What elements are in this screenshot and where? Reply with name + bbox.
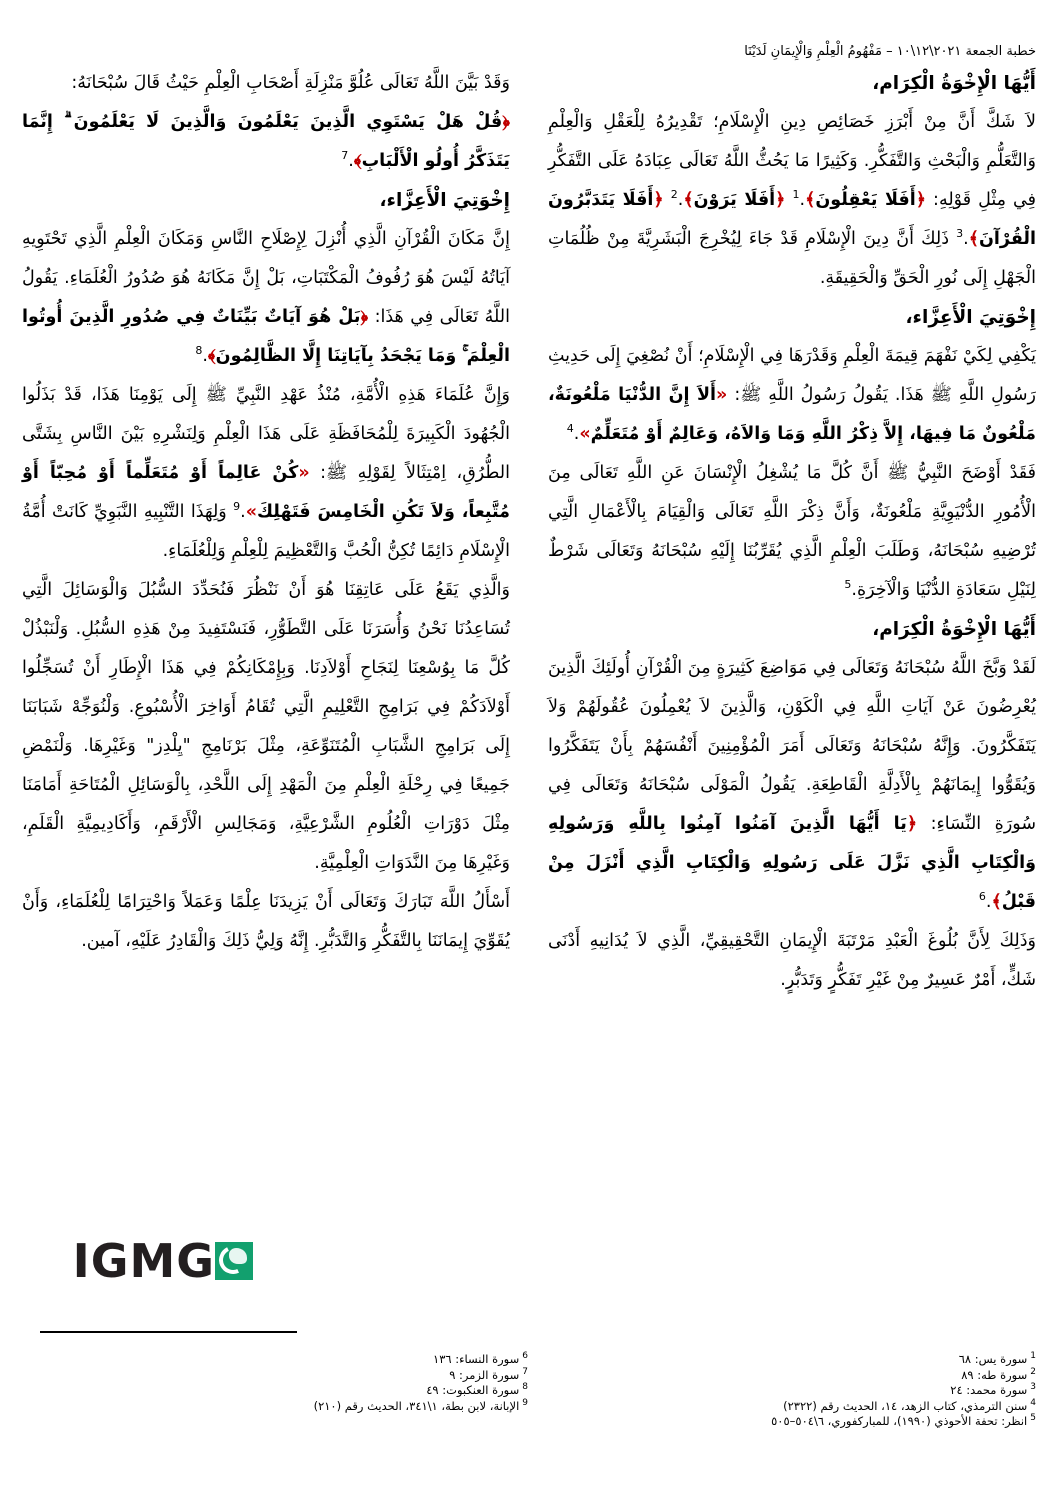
paragraph: وَإِنَّ عُلَمَاءَ هَذِهِ الْأُمَّةِ، مُنْذُ عَهْدِ النَّبِيِّ ﷺ إِلَى يَوْمِنَا هَذَا، قَدْ بَذَلُوا الْجُهُودَ الْكَبِيرَةَ لِلْمُحَافَظَةِ عَلَى هَذَا الْعِلْمِ وَلِنَشْرِهِ بَيْنَ النَّاسِ بِشَتَّى الطُّرُقِ، اِمْتِثَالاً لِقَوْلِهِ ﷺ: «كُنْ عَالِماً أَوْ مُتَعَلِّماً أَوْ مُحِبّاً أَوْ مُتَّبِعاً، وَلاَ تَكُنِ الْخَامِسَ فَتَهْلِكَ».$^9$ وَلِهَذَا التَّنْبِيهِ النَّبَوِيِّ كَانَتْ أُمَّةُ الْإِسْلَامِ دَائِمًا تُكِنُّ الْحُبَّ وَالتَّعْظِيمَ لِلْعِلْمِ وَلِلْعُلَمَاءِ. bbox=[22, 385, 510, 561]
quran-verse: قُلْ هَلْ يَسْتَوِي الَّذِينَ يَعْلَمُونَ وَالَّذِينَ لَا يَعْلَمُونَ ۗ إِنَّمَا يَتَذَكَّرُ أُولُو الْأَلْبَابِ bbox=[22, 112, 510, 171]
footnote-ref[interactable]: 8 bbox=[195, 344, 203, 358]
paragraph: ﴿قُلْ هَلْ يَسْتَوِي الَّذِينَ يَعْلَمُونَ وَالَّذِينَ لَا يَعْلَمُونَ ۗ إِنَّمَا يَتَذَكَّرُ أُولُو الْأَلْبَابِ﴾.$^7$ bbox=[22, 112, 510, 171]
right-column bbox=[548, 64, 1036, 1000]
logo-text: IGMG bbox=[72, 1234, 215, 1288]
quran-open-bracket: ﴿ bbox=[502, 112, 510, 132]
footnote-separator bbox=[40, 1331, 297, 1333]
footnote bbox=[88, 1383, 528, 1399]
paragraph-text: لَقَدْ وَبَّخَ اللَّهُ سُبْحَانَهُ وَتَعَالَى فِي مَوَاضِعَ كَثِيرَةٍ مِنَ الْقُرْآنِ أُولَئِكَ الَّذِينَ يُعْرِضُونَ عَنْ آيَاتِ اللَّهِ فِي الْكَوْنِ، وَالَّذِينَ لاَ يُعْمِلُونَ عُقُولَهُمْ وَلاَ يَتَفَكَّرُونَ. وَإِنَّهُ سُبْحَانَهُ وَتَعَالَى أَمَرَ الْمُؤْمِنِينَ أَنْفُسَهُمْ بِأَنْ يَتَفَكَّرُوا وَيُقَوُّوا إِيمَانَهُمْ بِالْأَدِلَّةِ الْقَاطِعَةِ. يَقُولُ الْمَوْلَى سُبْحَانَهُ وَتَعَالَى فِي سُورَةِ النِّسَاءِ: bbox=[548, 658, 1036, 834]
paragraph-text: وَإِنَّ عُلَمَاءَ هَذِهِ الْأُمَّةِ، مُنْذُ عَهْدِ النَّبِيِّ ﷺ إِلَى يَوْمِنَا هَذَا، قَدْ بَذَلُوا الْجُهُودَ الْكَبِيرَةَ لِلْمُحَافَظَةِ عَلَى هَذَا الْعِلْمِ وَلِنَشْرِهِ بَيْنَ النَّاسِ بِشَتَّى الطُّرُقِ، اِمْتِثَالاً لِقَوْلِهِ ﷺ: bbox=[22, 385, 510, 483]
heading-brothers: أَيُّهَا الْإِخْوَةُ الْكِرَام، bbox=[872, 73, 1036, 94]
paragraph-text: وَلِهَذَا التَّنْبِيهِ النَّبَوِيِّ كَانَتْ أُمَّةُ الْإِسْلَامِ دَائِمًا تُكِنُّ الْحُبَّ وَالتَّعْظِيمَ لِلْعِلْمِ وَلِلْعُلَمَاءِ. bbox=[22, 502, 510, 561]
quran-close-bracket: ﴾ bbox=[805, 190, 816, 210]
paragraph-text: فَقَدْ أَوْضَحَ النَّبِيُّ ﷺ أَنَّ كُلَّ مَا يُشْغِلُ الْإِنْسَانَ عَنِ اللَّهِ تَعَالَى مِنَ الْأُمُورِ الدُّنْيَوِيَّةِ مَلْعُونَةٌ، وَأَنَّ ذِكْرَ اللَّهِ تَعَالَى وَالْقِيَامَ بِالْأَعْمَالِ الَّتِي تُرْضِيهِ سُبْحَانَهُ، وَطَلَبَ الْعِلْمِ الَّذِي يُقَرِّبُنَا إِلَيْهِ سُبْحَانَهُ وَتَعَالَى شَرْطٌ لِنَيْلِ سَعَادَةِ الدُّنْيَا وَالْآخِرَةِ. bbox=[548, 463, 1036, 600]
quran-close-bracket: ﴾ bbox=[353, 151, 362, 171]
footnotes-right bbox=[596, 1352, 1036, 1430]
paragraph: لَقَدْ وَبَّخَ اللَّهُ سُبْحَانَهُ وَتَعَالَى فِي مَوَاضِعَ كَثِيرَةٍ مِنَ الْقُرْآنِ أُولَئِكَ الَّذِينَ يُعْرِضُونَ عَنْ آيَاتِ اللَّهِ فِي الْكَوْنِ، وَالَّذِينَ لاَ يُعْمِلُونَ عُقُولَهُمْ وَلاَ يَتَفَكَّرُونَ. وَإِنَّهُ سُبْحَانَهُ وَتَعَالَى أَمَرَ الْمُؤْمِنِينَ أَنْفُسَهُمْ بِأَنْ يَتَفَكَّرُوا وَيُقَوُّوا إِيمَانَهُمْ بِالْأَدِلَّةِ الْقَاطِعَةِ. يَقُولُ الْمَوْلَى سُبْحَانَهُ وَتَعَالَى فِي سُورَةِ النِّسَاءِ: ﴿يَا أَيُّهَا الَّذِينَ آمَنُوا آمِنُوا بِاللَّهِ وَرَسُولِهِ وَالْكِتَابِ الَّذِي نَزَّلَ عَلَى رَسُولِهِ وَالْكِتَابِ الَّذِي أَنْزَلَ مِنْ قَبْلُ﴾.$^6$ bbox=[548, 658, 1036, 912]
paragraph-text: يَكْفِي لِكَيْ نَفْهَمَ قِيمَةَ الْعِلْمِ وَقَدْرَهَا فِي الْإِسْلَامِ؛ أَنْ نُصْغِيَ إِلَى حَدِيثِ رَسُولِ اللَّهِ ﷺ هَذَا. يَقُولُ رَسُولُ اللَّهِ ﷺ: bbox=[548, 346, 1036, 405]
footnote bbox=[88, 1399, 528, 1415]
footnote-number: 3 bbox=[1030, 1382, 1036, 1393]
footnote-number: 1 bbox=[1030, 1351, 1036, 1362]
hadith-text: أَلاَ إِنَّ الدُّنْيَا مَلْعُونَةٌ، مَلْعُونٌ مَا فِيهَا، إِلاَّ ذِكْرُ اللَّهِ وَمَا وَالاَهُ، وَعَالِمٌ أَوْ مُتَعَلِّمٌ bbox=[548, 385, 1036, 444]
quran-open-bracket: ﴿ bbox=[906, 814, 918, 834]
footnote-number: 9 bbox=[522, 1397, 528, 1408]
footnote bbox=[596, 1383, 1036, 1399]
quran-verse: يَا أَيُّهَا الَّذِينَ آمَنُوا آمِنُوا بِاللَّهِ وَرَسُولِهِ وَالْكِتَابِ الَّذِي نَزَّلَ عَلَى رَسُولِهِ وَالْكِتَابِ الَّذِي أَنْزَلَ مِنْ قَبْلُ bbox=[548, 814, 1036, 912]
footnote-number: 6 bbox=[522, 1351, 528, 1362]
hadith-close-bracket: » bbox=[245, 502, 257, 522]
footnote-number: 5 bbox=[1030, 1413, 1036, 1424]
footnote bbox=[596, 1368, 1036, 1384]
hadith-close-bracket: » bbox=[579, 424, 591, 444]
heading-brothers: أَيُّهَا الْإِخْوَةُ الْكِرَام، bbox=[872, 619, 1036, 640]
footnote bbox=[596, 1399, 1036, 1415]
footnote-ref[interactable]: 7 bbox=[341, 149, 349, 163]
footnote-ref[interactable]: 9 bbox=[233, 500, 241, 514]
quran-open-bracket: ﴿ bbox=[653, 190, 664, 210]
footnote-text: الإبانة، لابن بطة، ١\٣٤١، الحديث رقم (٢١٠) bbox=[313, 1398, 520, 1413]
footnote-number: 4 bbox=[1030, 1397, 1036, 1408]
quran-verse: بَلْ هُوَ آيَاتٌ بَيِّنَاتٌ فِي صُدُورِ الَّذِينَ أُوتُوا الْعِلْمَ ۚ وَمَا يَجْحَدُ بِآيَاتِنَا إِلَّا الظَّالِمُونَ bbox=[22, 307, 510, 366]
paragraph: وَذَلِكَ لِأَنَّ بُلُوغَ الْعَبْدِ مَرْتَبَةَ الْإِيمَانِ التَّحْقِيقِيِّ، الَّذِي لاَ يُدَانِيهِ أَدْنَى شَكٍّ، أَمْرٌ عَسِيرٌ مِنْ غَيْرِ تَفَكُّرٍ وَتَدَبُّرٍ. bbox=[548, 931, 1036, 990]
quran-open-bracket: ﴿ bbox=[915, 190, 927, 210]
paragraph bbox=[548, 454, 1036, 610]
quran-verse: أَفَلَا يَتَدَبَّرُونَ الْقُرْآنَ bbox=[548, 190, 1036, 249]
footnote-text: سورة طه: ٨٩ bbox=[961, 1367, 1028, 1382]
quran-verse: أَفَلَا يَعْقِلُونَ bbox=[815, 190, 916, 210]
footnote bbox=[88, 1352, 528, 1368]
footnote-ref[interactable]: 5 bbox=[844, 578, 852, 592]
paragraph-text: لاَ شَكَّ أَنَّ مِنْ أَبْرَزِ خَصَائِصِ دِينِ الْإِسْلَامِ؛ تَقْدِيرُهُ لِلْعَقْلِ وَالْعِلْمِ وَالتَّعَلُّمِ وَالْبَحْثِ وَالتَّفَكُّرِ. وَكَثِيرًا مَا يَحُثُّ اللَّهُ تَعَالَى عِبَادَهُ عَلَى التَّفَكُّرِ فِي مِثْلِ قَوْلِهِ: bbox=[548, 112, 1037, 210]
quran-close-bracket: ﴾ bbox=[991, 892, 1002, 912]
igmg-logo bbox=[46, 1234, 261, 1288]
footnote-text: سورة العنكبوت: ٤٩ bbox=[426, 1383, 520, 1397]
paragraph-text: ذَلِكَ أَنَّ دِينَ الْإِسْلَامِ قَدْ جَاءَ لِيُخْرِجَ الْبَشَرِيَّةَ مِنْ ظُلُمَاتِ الْجَهْلِ إِلَى نُورِ الْحَقِّ وَالْحَقِيقَةِ. bbox=[548, 229, 1036, 288]
quran-verse: أَفَلَا يَرَوْنَ bbox=[693, 190, 776, 210]
footnote-text: انظر: تحفة الأحوذي (١٩٩٠)، للمباركفوري، ٦\٥٠٤–٥٠٥ bbox=[771, 1414, 1028, 1428]
footnote-ref[interactable]: 1 bbox=[792, 188, 800, 202]
footnote-text: سورة محمد: ٢٤ bbox=[950, 1383, 1028, 1397]
paragraph: إِنَّ مَكَانَ الْقُرْآنِ الَّذِي أُنْزِلَ لِإِصْلَاحِ النَّاسِ وَمَكَانَ الْعِلْمِ الَّذِي تَحْتَوِيهِ آيَاتُهُ لَيْسَ هُوَ رُفُوفُ الْمَكْتَبَاتِ، بَلْ إِنَّ مَكَانَهُ هُوَ صُدُورُ الْعُلَمَاءِ. يَقُولُ اللَّهُ تَعَالَى فِي هَذَا: ﴿بَلْ هُوَ آيَاتٌ بَيِّنَاتٌ فِي صُدُورِ الَّذِينَ أُوتُوا الْعِلْمَ ۚ وَمَا يَجْحَدُ بِآيَاتِنَا إِلَّا الظَّالِمُونَ﴾.$^8$ bbox=[22, 229, 510, 366]
footnote-number: 7 bbox=[522, 1366, 528, 1377]
paragraph: يَكْفِي لِكَيْ نَفْهَمَ قِيمَةَ الْعِلْمِ وَقَدْرَهَا فِي الْإِسْلَامِ؛ أَنْ نُصْغِيَ إِلَى حَدِيثِ رَسُولِ اللَّهِ ﷺ هَذَا. يَقُولُ رَسُولُ اللَّهِ ﷺ: «أَلاَ إِنَّ الدُّنْيَا مَلْعُونَةٌ، مَلْعُونٌ مَا فِيهَا، إِلاَّ ذِكْرُ اللَّهِ وَمَا وَالاَهُ، وَعَالِمٌ أَوْ مُتَعَلِّمٌ».$^4$ bbox=[548, 346, 1036, 444]
footnote bbox=[596, 1414, 1036, 1430]
paragraph: وَقَدْ بَيَّنَ اللَّهُ تَعَالَى عُلُوَّ مَنْزِلَةِ أَصْحَابِ الْعِلْمِ حَيْثُ قَالَ سُبْحَانَهُ: bbox=[71, 73, 510, 93]
paragraph: وَالَّذِي يَقَعُ عَلَى عَاتِقِنَا هُوَ أَنْ نَنْظُرَ فَنُحَدِّدَ السُّبُلَ وَالْوَسَائِلَ الَّتِي تُسَاعِدُنَا نَحْنُ وَأُسَرَنَا عَلَى التَّطَوُّرِ، فَنَسْتَفِيدَ مِنْ هَذِهِ السُّبُلِ. وَلْنَبْذُلْ كُلَّ مَا بِوُسْعِنَا لِنَجَاحِ أَوْلاَدِنَا. وَبِإِمْكَانِكُمْ فِي هَذَا الْإِطَارِ أَنْ تُسَجِّلُوا أَوْلاَدَكُمْ فِي بَرَامِجِ التَّعْلِيمِ الَّتِي تُقَامُ أَوَاخِرَ الْأُسْبُوعِ. وَلْنُوَجِّهْ شَبَابَنَا إِلَى بَرَامِجِ الشَّبَابِ الْمُتَنَوِّعَةِ، مِثْلَ بَرْنَامِجِ "يِلْدِز" وَغَيْرِهَا. وَلْنَمْضِ جَمِيعًا فِي رِحْلَةِ الْعِلْمِ مِنَ الْمَهْدِ إِلَى اللَّحْدِ، بِالْوَسَائِلِ الْمُتَاحَةِ أَمَامَنَا مِثْلَ دَوْرَاتِ الْعُلُومِ الشَّرْعِيَّةِ، وَمَجَالِسِ الْأَرْقَمِ، وَأَكَادِيمِيَّةِ الْقَلَمِ، وَغَيْرِهَا مِنَ النَّدَوَاتِ الْعِلْمِيَّةِ. bbox=[22, 580, 510, 873]
footnotes-left bbox=[88, 1352, 528, 1414]
closing-prayer: أَسْأَلُ اللَّهَ تَبَارَكَ وَتَعَالَى أَنْ يَزِيدَنَا عِلْمًا وَعَمَلاً وَاحْتِرَامًا لِلْعُلَمَاءِ، وَأَنْ يُقَوِّيَ إِيمَانَنَا بِالتَّفَكُّرِ وَالتَّدَبُّرِ. إِنَّهُ وَلِيُّ ذَلِكَ وَالْقَادِرُ عَلَيْهِ، آمين. bbox=[22, 892, 510, 951]
heading-dear-brothers: إِخْوَتِيَ الْأَعِزَّاء، bbox=[379, 190, 510, 211]
footnote-ref[interactable]: 3 bbox=[956, 227, 964, 241]
footnote-text: سنن الترمذي، كتاب الزهد، ١٤، الحديث رقم (٢٣٢٢) bbox=[783, 1398, 1028, 1413]
footnote-ref[interactable]: 6 bbox=[978, 890, 986, 904]
footnote-ref[interactable]: 4 bbox=[566, 422, 574, 436]
paragraph-text: إِنَّ مَكَانَ الْقُرْآنِ الَّذِي أُنْزِلَ لِإِصْلَاحِ النَّاسِ وَمَكَانَ الْعِلْمِ الَّذِي تَحْتَوِيهِ آيَاتُهُ لَيْسَ هُوَ رُفُوفُ الْمَكْتَبَاتِ، بَلْ إِنَّ مَكَانَهُ هُوَ صُدُورُ الْعُلَمَاءِ. يَقُولُ اللَّهُ تَعَالَى فِي هَذَا: bbox=[22, 229, 510, 327]
quran-close-bracket: ﴾ bbox=[968, 229, 979, 249]
hadith-open-bracket: « bbox=[298, 463, 310, 483]
footnote-text: سورة الزمر: ٩ bbox=[449, 1367, 520, 1382]
heading-dear-brothers: إِخْوَتِيَ الْأَعِزَّاء، bbox=[905, 307, 1036, 328]
hadith-open-bracket: « bbox=[716, 385, 728, 405]
left-column bbox=[22, 64, 510, 961]
footnote bbox=[596, 1352, 1036, 1368]
footnote-text: سورة يس: ٦٨ bbox=[958, 1352, 1028, 1366]
footnote bbox=[88, 1368, 528, 1384]
crescent-europe-icon bbox=[215, 1242, 253, 1280]
footnote-text: سورة النساء: ١٣٦ bbox=[433, 1352, 520, 1366]
footnote-ref[interactable]: 2 bbox=[670, 188, 678, 202]
footnote-number: 2 bbox=[1030, 1366, 1036, 1377]
quran-open-bracket: ﴿ bbox=[360, 307, 369, 327]
hadith-text: كُنْ عَالِماً أَوْ مُتَعَلِّماً أَوْ مُحِبّاً أَوْ مُتَّبِعاً، وَلاَ تَكُنِ الْخَامِسَ فَتَهْلِكَ bbox=[22, 463, 510, 522]
quran-open-bracket: ﴿ bbox=[775, 190, 786, 210]
footnote-number: 8 bbox=[522, 1382, 528, 1393]
paragraph: لاَ شَكَّ أَنَّ مِنْ أَبْرَزِ خَصَائِصِ دِينِ الْإِسْلَامِ؛ تَقْدِيرُهُ لِلْعَقْلِ وَالْعِلْمِ وَالتَّعَلُّمِ وَالْبَحْثِ وَالتَّفَكُّرِ. وَكَثِيرًا مَا يَحُثُّ اللَّهُ تَعَالَى عِبَادَهُ عَلَى التَّفَكُّرِ فِي مِثْلِ قَوْلِهِ: ﴿أَفَلَا يَعْقِلُونَ﴾.$^1$ ﴿أَفَلَا يَرَوْنَ﴾.$^2$ ﴿أَفَلَا يَتَدَبَّرُونَ الْقُرْآنَ﴾.$^3$ ذَلِكَ أَنَّ دِينَ الْإِسْلَامِ قَدْ جَاءَ لِيُخْرِجَ الْبَشَرِيَّةَ مِنْ ظُلُمَاتِ الْجَهْلِ إِلَى نُورِ الْحَقِّ وَالْحَقِيقَةِ. bbox=[548, 112, 1037, 288]
page-header: خطبة الجمعة ٢٠٢١\١٢\١٠ – مَفْهُومُ الْعِلْمِ وَالْإِيمَانِ لَدَيْنَا bbox=[744, 44, 1036, 59]
quran-close-bracket: ﴾ bbox=[207, 346, 216, 366]
quran-close-bracket: ﴾ bbox=[683, 190, 694, 210]
